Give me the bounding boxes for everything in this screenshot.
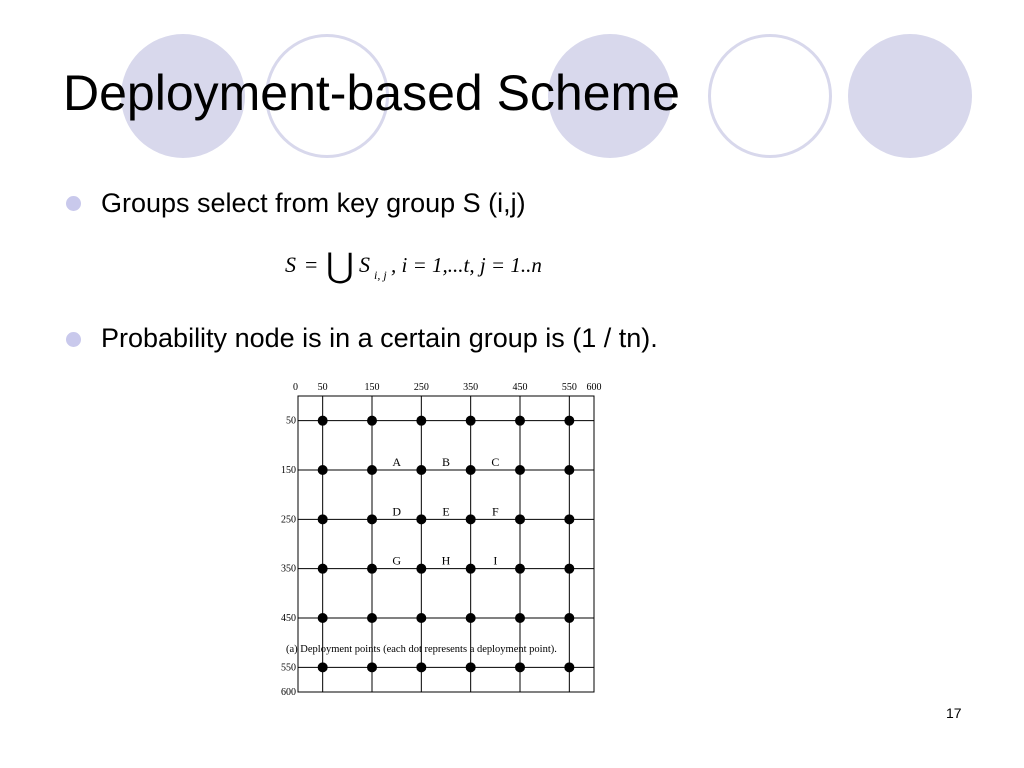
slide-title: Deployment-based Scheme <box>63 65 680 121</box>
deployment-point <box>318 514 328 524</box>
deployment-point <box>367 416 377 426</box>
group-label: H <box>441 553 451 568</box>
deployment-point <box>564 613 574 623</box>
deployment-point <box>564 514 574 524</box>
deployment-point <box>564 662 574 672</box>
deployment-point <box>466 514 476 524</box>
bullet-marker-1 <box>66 196 81 211</box>
y-tick-label: 600 <box>281 687 296 698</box>
deployment-point <box>515 465 525 475</box>
deployment-point <box>416 662 426 672</box>
formula-term: S <box>359 252 370 277</box>
deployment-point <box>318 416 328 426</box>
deployment-point <box>416 465 426 475</box>
x-tick-label: 600 <box>586 382 602 393</box>
bullet-text-1: Groups select from key group S (i,j) <box>101 188 526 218</box>
key-group-formula <box>283 244 583 293</box>
x-tick-label: 450 <box>512 382 528 393</box>
page-number: 17 <box>946 705 962 721</box>
formula-union: ⋃ <box>326 248 354 285</box>
group-label: E <box>442 504 450 519</box>
x-tick-label: 250 <box>413 382 429 393</box>
bullet-marker-2 <box>66 332 81 347</box>
deployment-point <box>318 465 328 475</box>
deployment-point <box>466 613 476 623</box>
deployment-point <box>515 613 525 623</box>
y-tick-label: 450 <box>281 613 296 624</box>
x-tick-label: 150 <box>364 382 380 393</box>
deployment-point <box>416 514 426 524</box>
deployment-point <box>515 514 525 524</box>
formula-equals: = <box>305 252 318 277</box>
deployment-point <box>367 613 377 623</box>
deployment-point <box>564 564 574 574</box>
x-tick-label: 0 <box>293 382 298 393</box>
group-label: F <box>491 504 499 519</box>
deployment-point <box>367 465 377 475</box>
deployment-point <box>466 416 476 426</box>
x-tick-label: 50 <box>317 382 328 393</box>
deployment-point <box>318 613 328 623</box>
formula-range: , i = 1,...t, j = 1..n <box>391 253 542 277</box>
deployment-point <box>416 564 426 574</box>
deployment-point <box>466 465 476 475</box>
deployment-point <box>466 564 476 574</box>
group-label: A <box>392 455 402 469</box>
group-label: D <box>392 504 402 519</box>
x-tick-label: 550 <box>561 382 577 393</box>
deployment-point <box>318 564 328 574</box>
decorative-circle-3 <box>848 34 972 158</box>
decorative-ring-2 <box>708 34 832 158</box>
figure-caption: (a) Deployment points (each dot represents a deployment point). <box>286 644 557 655</box>
group-label: G <box>392 553 402 568</box>
deployment-point <box>564 416 574 426</box>
deployment-point <box>367 514 377 524</box>
deployment-point <box>515 564 525 574</box>
deployment-point <box>367 662 377 672</box>
y-tick-label: 50 <box>286 415 296 427</box>
bullet-text-2: Probability node is in a certain group is (1 / tn). <box>101 323 658 353</box>
group-label: B <box>441 455 451 469</box>
x-tick-label: 350 <box>463 382 479 393</box>
group-label: C <box>491 455 500 469</box>
group-label: I <box>493 553 498 568</box>
y-tick-label: 350 <box>281 563 296 575</box>
y-tick-label: 550 <box>281 662 296 674</box>
deployment-point <box>515 662 525 672</box>
deployment-point <box>416 613 426 623</box>
y-tick-label: 250 <box>281 514 296 526</box>
deployment-point <box>416 416 426 426</box>
deployment-point <box>318 662 328 672</box>
deployment-point <box>564 465 574 475</box>
deployment-point <box>515 416 525 426</box>
deployment-point <box>367 564 377 574</box>
y-tick-label: 150 <box>281 465 296 476</box>
formula-lhs: S <box>285 252 296 277</box>
deployment-point <box>466 662 476 672</box>
formula-subscript: i, j <box>374 268 387 282</box>
